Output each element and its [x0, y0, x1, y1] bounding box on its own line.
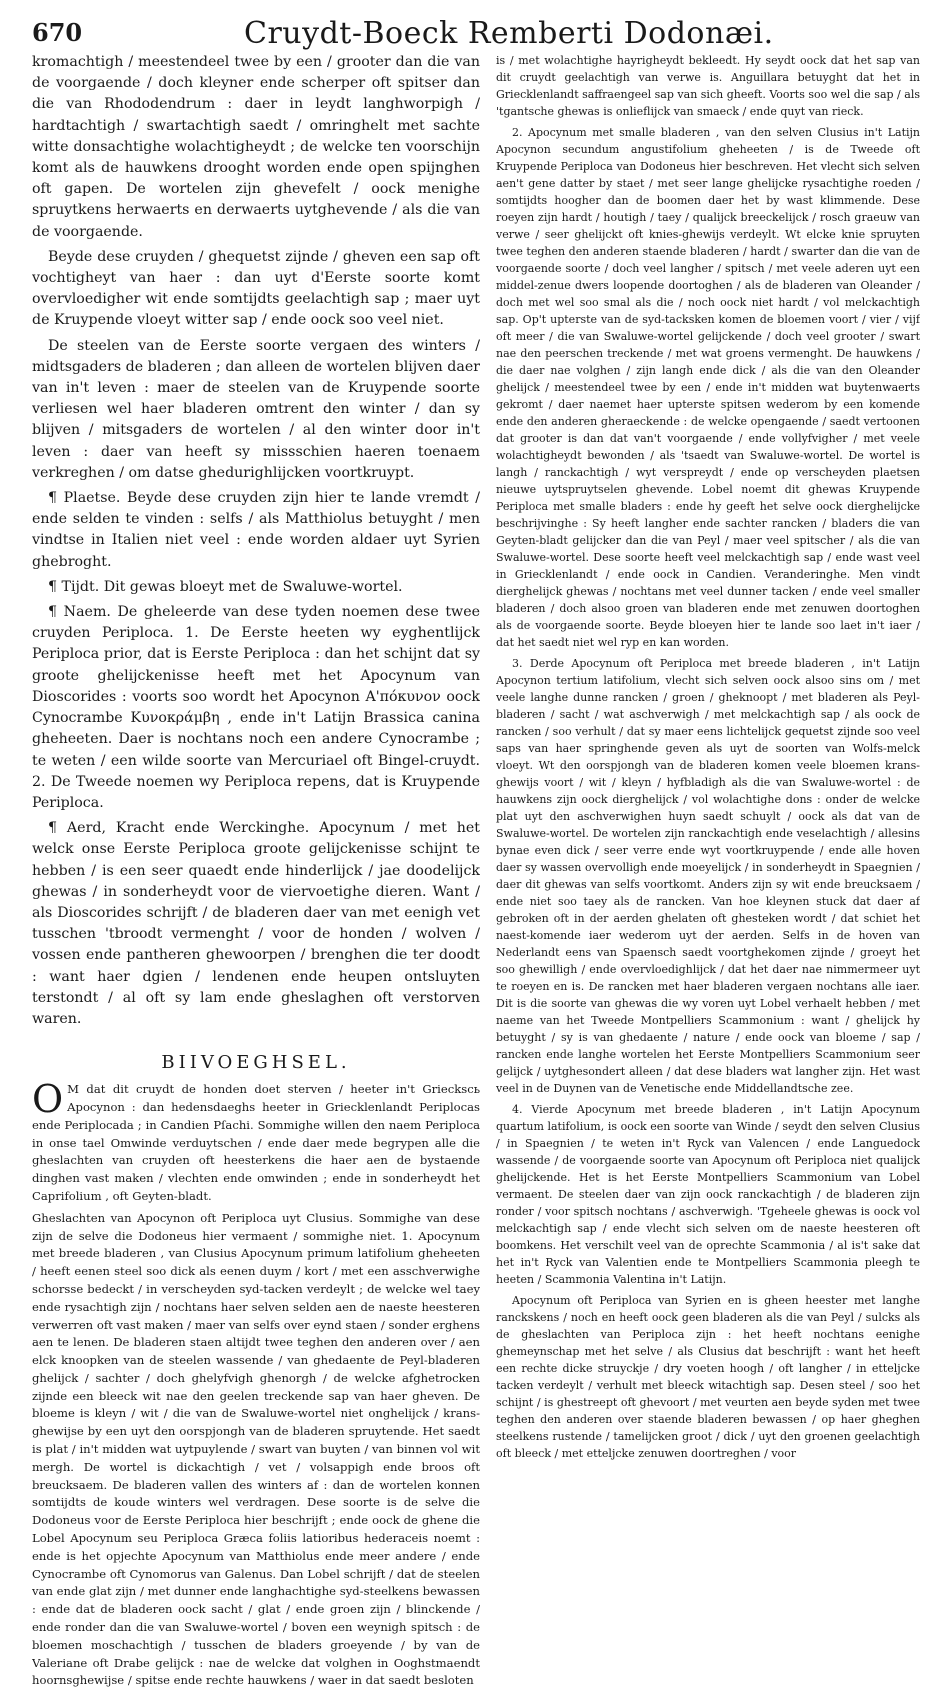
text-naem: ¶ Naem. De gheleerde van dese tyden noemen dese twee cruyden Periploca. 1. De Eerste heeten wy eyghentlijck Periploca prior, dat is Eerste Periploca : dan het schijnt dat sy groote ghelijckenisse heeft met het Apocynum van Dioscorides : voorts soo wordt het Apocynon Α'πόκυνον oock Cynocrambe Κυνοκράμβη , ende in't Latijn Brassica canina gheheeten. Daer is nochtans noch een andere Cynocrambe ; te weten / een wilde soorte van Mercuriael oft Bingel-cruydt. 2. De Tweede noemen wy Periploca repens, dat is Kruypende Periploca. [32, 604, 480, 811]
text-tijdt: ¶ Tijdt. Dit gewas bloeyt met de Swaluwe-wortel. [48, 578, 403, 595]
text-aerd: ¶ Aerd, Kracht ende Werckinghe. Apocynum / met het welck onse Eerste Periploca groote gelijckenisse schijnt te hebben / is een seer quaedt ende hinderlijck / jae doodelijck ghewas / in sonderheydt voor de viervoetighe dieren. Want / als Dioscorides schrijft / de bladeren daer van met eenigh vet tusschen 'tbroodt vermenght / voor de honden / wolven / vossen ende pantheren ghewoorpen / brenghen die ter doodt : want haer dgien / lendenen ende heupen ontsluyten terstondt / al oft sy lam ende gheslaghen oft verstorven waren. [32, 820, 480, 1027]
section-heading: BIIVOEGHSEL. [161, 1052, 351, 1074]
right-column [496, 52, 920, 1466]
bijvoeghsel-gheslachten: Gheslachten van Apocynon oft Periploca uyt Clusius. Sommighe van dese zijn de selve die Dodoneus hier vermaent / sommighe niet. 1. Apocynum met breede bladeren , van Clusius Apocynum primum latifolium gheheeten / heeft eenen steel soo dick als eenen duym / kort / met een asschverwighe schorsse bedeckt / in verscheyden syd-tacken verdeylt ; de welcke wel taey ende rysachtigh zijn / nochtans haer selven selden aen de naeste heesteren verwerren oft vast maken / maer van selfs over eynd staen / sonder erghens aen te lenen. De bladeren staen altijdt twee teghen den anderen over / aen elck knoopken van de steelen wassende / van ghedaente de Peyl-bladeren ghelijck / sachter / doch ghelyfvigh ghenorgh / de welcke afghetrocken zijnde een bleeck wit nae den geelen treckende sap van haer gheven. De bloeme is kleyn / wit / die van de Swaluwe-wortel niet onghelijck / krans-ghewijse by een uyt den oorspjongh van de bladeren spruytende. Het saedt is plat / in't midden wat uytpuylende / swart van buyten / van binnen vol wit mergh. De wortel is dickachtigh / vet / volsappigh ende broos oft breucksaem. De bladeren vallen des winters af : dan de wortelen konnen somtijdts de koude winters wel verdragen. Dese soorte is de selve die Dodoneus voor de Eerste Periploca hier beschrijft ; ende oock de ghene die Lobel Apocynum seu Periploca Græca foliis latioribus hederaceis noemt : ende is het opjechte Apocynum van Matthiolus ende meer andere / ende Cynocrambe oft Cynomorus van Galenus. Dan Lobel schrijft / dat de steelen van ende glat zijn / met dunner ende langhachtighe syd-steelkens bewassen : ende dat de bladeren oock sacht / glat / ende groen zijn / blinckende / ende ronder dan die van Swaluwe-wortel / boven een weynigh spitsch : de bloemen moschachtigh / tusschen de bladers groeyende / by van de Valeriane oft Drabe gelijck : nae de welcke dat volghen in Ooghstmaendt hoornsghewijse / spitse ende rechte hauwkens / waer in dat saedt besloten [32, 1210, 480, 1688]
running-head: Cruydt-Boeck Remberti Dodonæi. [244, 16, 774, 51]
text-apocynum-3: 3. Derde Apocynum oft Periploca met breede bladeren , in't Latijn Apocynon tertium latifolium, vlecht sich selven oock alsoo sins om / met veele langhe dunne rancken / groen / gheknoopt / met bladeren als Peyl-bladeren / sacht / wat aschverwigh / met melckachtigh sap / als oock de rancken / soo verhult / dat sy maer eens lichtelijck gequetst zijnde soo veel saps van haer springhende geven als uyt de soorten van Wolfs-melck vloeyt. Wt den oorspjongh van de bladeren komen veele bloemen krans-ghewijs voort / wit / kleyn / hyfbladigh als die van Swaluwe-wortel : de hauwkens zijn oock dierghelijck / vol wolachtighe dons : onder de welcke plat uyt den aschverwighen huyn saedt schuylt / oock als dat van de Swaluwe-wortel. De wortelen zijn ranckachtigh ende veselachtigh / allesins bynae even dick / seer verre ende wyt voortkruypende / ende alle hoven daer sy wassen overvolligh ende moeyelijck / in sonderheydt in Spaegnien / daer dit ghewas van selfs voortkomt. Anders zijn sy wit ende breucksaem / ende niet soo taey als de rancken. Van hoe kleynen stuck dat daer af gebroken oft in der aerden ghelaten oft ghesteken wordt / dat schiet het naest-komende iaer wederom uyt der aerden. Selfs in de hoven van Nederlandt eens van Spaensch saedt voortghekomen zijnde / groeyt het soo ghewilligh / ende overvloedighlijck / dat het daer nae nimmermeer uyt te roeyen en is. De rancken met haer bladeren vergaen nochtans alle iaer. Dit is die soorte van ghewas die wy voren uyt Lobel verhaelt hebben / met naeme van het Tweede Montpelliers Scammonium : want / ghelijck hy betuyght / sy is van ghedaente / nature / ende oock van bloeme / sap / rancken ende langhe wortelen het Eerste Montpelliers Scammonium seer gelijck / uytghesondert alleen / dat dese bladers wat langher zijn. Het wast veel in de Duynen van de Venetische ende Middellandtsche zee. [496, 657, 920, 1095]
text-apocynum-2: 2. Apocynum met smalle bladeren , van den selven Clusius in't Latijn Apocynon secundum angustifolium gheheeten / is de Tweede oft Kruypende Periploca van Dodoneus hier beschreven. Het vlecht sich selven aen't gene datter by staet / met seer lange ghelijcke rysachtighe roeden / somtijdts hoogher dan de boomen daer het by wast klimmende. Dese roeyen zijn hardt / houtigh / taey / qualijck breeckelijck / rosch graeuw van verwe / seer ghelijckt oft knies-ghewijs verdeylt. Wt elcke knie spruyten twee teghen den anderen staende bladeren / hardt / swarter dan die van de voorgaende soorte / doch veel langher / spitsch / met veele aderen uyt een middel-zenue dwers loopende doortoghen / als de bladeren van Oleander / doch met wel soo smal als die / noch oock niet hardt / vol melckachtigh sap. Op't upterste van de syd-tacksken komen de bloemen voort / vier / vijf oft meer / die van Swaluwe-wortel gelijckende / doch veel grooter / swart nae den peerschen treckende / met wat groens vermenght. De hauwkens / die daer nae volghen / zijn langh ende dick / als die van den Oleander ghelijck / meestendeel twee by een / ende in't midden wat buytenwaerts gekromt / daer naemet haer upterste spitsen wederom by een komende ende den anderen gheraeckende : de welcke opengaende / saedt vertoonen dat grooter is dan dat van't voorgaende / ende vollyfvigher / met veele wolachtigheydt bewonden / als 'tsaedt van Swaluwe-wortel. De wortel is langh / ranckachtigh / wyt verspreydt / ende op verscheyden plaetsen nieuwe uytspruytselen ghevende. Lobel noemt dit ghewas Kruypende Periploca met smalle bladers : ende hy geeft het selve oock dierghelijcke beschrijvinghe : Sy heeft langher ende sachter rancken / bladers die van Geyten-bladt gelijcker dan die van Peyl / maer veel spitscher / als die van Swaluwe-wortel. Dese soorte heeft veel melckachtigh sap / ende wast veel in Griecklenlandt / ende oock in Candien. Veranderinghe. Men vindt dierghelijck ghewas / nochtans met veel dunner tacken / ende veel smaller bladeren / doch alsoo groen van bladeren ende met zenuwen doortoghen als de voorgaende soorte. Beyde bloeyen hier te lande soo laet in't iaer / dat het saedt niet wel ryp en kan worden. [496, 126, 920, 649]
text-sap: Beyde dese cruyden / ghequetst zijnde / gheven een sap oft vochtigheyt van haer : dan uyt d'Eerste soorte komt overvloedigher wit ende somtijdts geelachtigh sap ; maer uyt de Kruypende vloeyt witter sap / ende oock soo veel niet. [32, 248, 480, 329]
bijvoeghsel-intro-text: M dat dit cruydt de honden doet sterven / heeter in't Grieckscь Apocynon : dan hedensdaeghs heeter in Griecklenlandt Periplocas ende Periplocada ; in Candien Pſachi. Sommighe willen den naem Periploca in onse tael Omwinde verduytschen / ende daer mede begrypen alle die gheslachten van cruyden oft heesterkens die haer aen de bystaende dinghen vast maken / vlechten ende omwinden ; ende in sonderheydt het Caprifolium , oft Geyten-bladt. [32, 1082, 480, 1203]
text-continuation: kromachtigh / meestendeel twee by een / grooter dan die van de voorgaende / doch kleyner ende scherper oft spitser dan die van Rhododendrum : daer in leydt langhworpigh / hardtachtigh / swartachtigh saedt / omringhelt met sachte witte donsachtighe wolachtigheydt ; de welcke ten voorschijn komt als de hauwkens drooght worden ende open spijnghen oft gapen. De wortelen zijn ghevefelt / oock menighe spruytkens herwaerts en derwaerts uytghevende / als die van de voorgaende. [32, 54, 480, 240]
text-right-intro: is / met wolachtighe hayrigheydt bekleedt. Hy seydt oock dat het sap van dit cruydt geelachtigh van verwe is. Anguillara betuyght dat het in Griecklenlandt saffraengeel sap van sich gheeft. Voorts soo wel die sap / als 'tgantsche ghewas is onlieflijck van smaeck / ende quyt van rieck. [496, 54, 920, 118]
drop-cap: O [32, 1077, 64, 1122]
text-apocynum-4: 4. Vierde Apocynum met breede bladeren , in't Latijn Apocynum quartum latifolium, is oock een soorte van Winde / seydt den selven Clusius / in Spaegnien / te weten in't Ryck van Valencen / ende Languedock wassende / de voorgaende soorte van Apocynum oft Periploca niet qualijck ghelijckende. Het is het Eerste Montpelliers Scammonium van Lobel vermaent. De steelen daer van zijn oock ranckachtigh / de bladeren zijn ronder / voor spitsch nochtans / aschverwigh. 'Tgeheele ghewas is oock vol melckachtigh sap / ende vlecht sich selven om de naeste heesteren oft boomkens. Het verschilt veel van de oprechte Scammonia / al is't sake dat het in't Ryck van Valentien ende te Montpelliers Scammonia pleegh te heeten / Scammonia Valentina in't Latijn. [496, 1103, 920, 1286]
text-plaetse: ¶ Plaetse. Beyde dese cruyden zijn hier te lande vremdt / ende selden te vinden : selfs / als Matthiolus betuyght / men vindtse in Italien niet veel : ende worden aldaer uyt Syrien ghebroght. [32, 490, 480, 570]
left-column [32, 52, 480, 1694]
bijvoeghsel-intro [32, 1077, 480, 1206]
text-steelen: De steelen van de Eerste soorte vergaen des winters / midtsgaders de bladeren ; dan alleen de wortelen blijven daer van in't leven : maer de steelen van de Kruypende soorte verliesen wel haer bladeren omtrent den winter / dan sy blijven / mitsgaders de wortelen / al den winter door in't leven : daer van heeft sy missschien haeren toenaem verkreghen / om datse ghedurighlijcken voortkruypt. [32, 337, 480, 481]
text-apocynum-syrien: Apocynum oft Periploca van Syrien en is gheen heester met langhe ranckskens / noch en heeft oock geen bladeren als die van Peyl / sulcks als de gheslachten van Periploca zijn : het heeft nochtans eenighe ghemeynschap met het selve / als Clusius dat beschrijft : want het heeft een rechte dicke struyckje / dry voeten hoogh / oft langher / in etteljcke tacken verdeylt / verhult met bleeck witachtigh sap. Desen steel / soo het schijnt / is ghestreept oft ghevoort / met veurten aen beyde syden met twee teghen den anderen over staende bladeren bewassen / op haer gheghen steelkens rustende / tamelijcken groot / dick / uyt den groenen geelachtigh oft bleeck / met etteljcke zenuwen doortreghen / voor [496, 1294, 920, 1460]
page-number: 670 [32, 18, 83, 47]
